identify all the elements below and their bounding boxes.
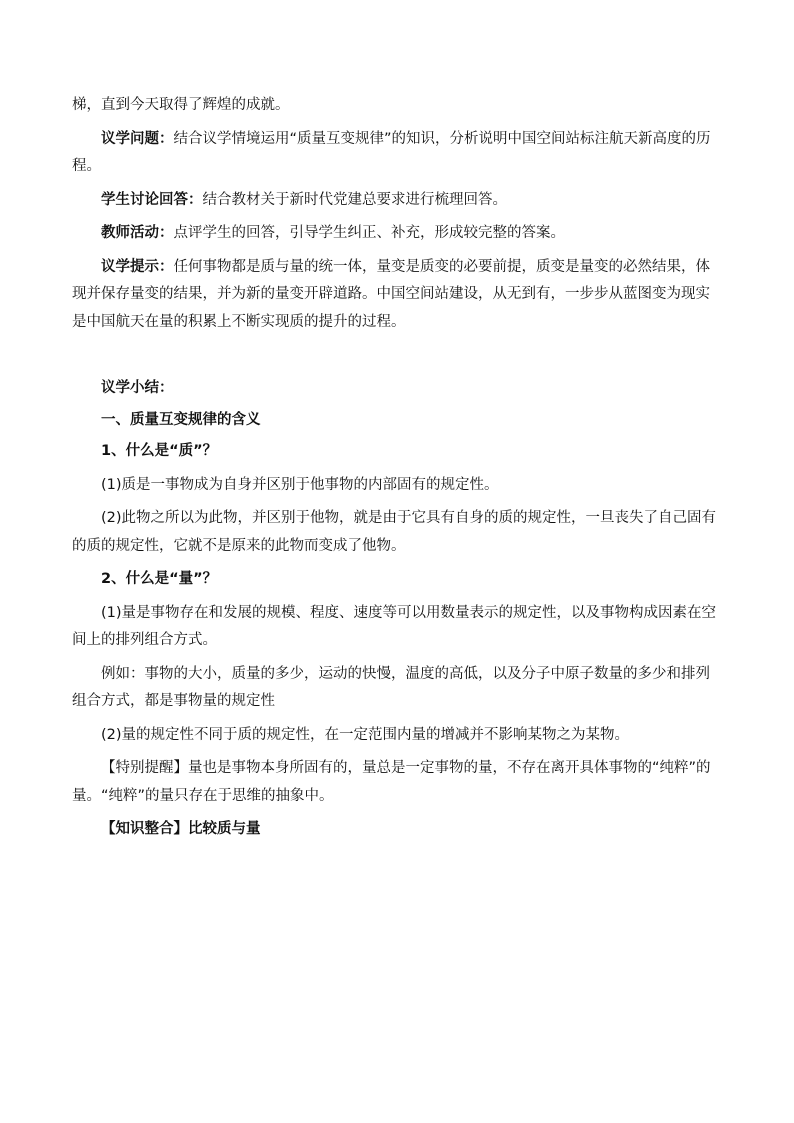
paragraph-continuation xyxy=(72,92,724,120)
quality-point-2: (2)此物之所以为此物，并区别于他物，就是由于它具有自身的质的规定性，一旦丧失了自己固有的质的规定性，它就不是原来的此物而变成了他物。 xyxy=(72,510,717,554)
paragraph-label: 学生讨论回答： xyxy=(101,191,203,208)
summary-heading-text: 议学小结： xyxy=(101,380,174,396)
quality-point-1: (1)质是一事物成为自身并区别于他事物的内部固有的规定性。 xyxy=(101,476,499,493)
paragraph-text: 任何事物都是质与量的统一体，量变是质变的必要前提，质变是量变的必然结果，体现并保存量变的结果，并为新的量变开辟道路。中国空间站建设，从无到有，一步步从蓝图变为现实是中国航天在量的积累上不断实现质的提升的过程。 xyxy=(72,258,710,330)
section-heading xyxy=(72,407,724,435)
paragraph-label: 议学提示： xyxy=(101,258,174,275)
document-body xyxy=(72,92,724,850)
paragraph-question xyxy=(72,126,724,181)
paragraph-text: 点评学生的回答，引导学生纠正、补充，形成较完整的答案。 xyxy=(173,225,565,241)
paragraph-text: 结合教材关于新时代党建总要求进行梳理回答。 xyxy=(202,191,507,208)
paragraph-text: 结合议学情境运用“质量互变规律”的知识，分析说明中国空间站标注航天新高度的历程。 xyxy=(72,130,711,174)
question-quality-text: 1、什么是“质”？ xyxy=(101,443,218,459)
quantity-point-2: (2)量的规定性不同于质的规定性，在一定范围内量的增减并不影响某物之为某物。 xyxy=(101,726,630,743)
special-reminder-text: 量也是事物本身所固有的，量总是一定事物的量，不存在离开具体事物的“纯粹”的量。“纯粹”的量只存在于思维的抽象中。 xyxy=(72,760,711,804)
special-reminder xyxy=(72,755,724,810)
summary-heading xyxy=(72,375,724,403)
paragraph-student-answer xyxy=(72,187,724,215)
section-heading-text: 一、质量互变规律的含义 xyxy=(101,411,261,428)
special-reminder-label: 【特别提醒】 xyxy=(101,760,188,776)
paragraph-label: 议学问题： xyxy=(101,130,174,147)
paragraph-teacher-activity xyxy=(72,220,724,248)
knowledge-integration-text: 比较质与量 xyxy=(188,821,261,837)
paragraph-hint xyxy=(72,254,724,337)
question-quantity-text: 2、什么是“量”？ xyxy=(101,571,218,587)
section-spacer xyxy=(72,342,724,375)
paragraph-text: 梯，直到今天取得了辉煌的成就。 xyxy=(72,97,290,113)
paragraph-label: 教师活动： xyxy=(101,225,174,241)
quantity-example: 例如：事物的大小，质量的多少，运动的快慢，温度的高低，以及分子中原子数量的多少和排列组合方式，都是事物量的规定性 xyxy=(72,665,710,709)
quantity-point-1: (1)量是事物存在和发展的规模、程度、速度等可以用数量表示的规定性，以及事物构成因素在空间上的排列组合方式。 xyxy=(72,604,717,648)
question-quality xyxy=(72,438,724,466)
question-quantity xyxy=(72,566,724,594)
knowledge-integration-label: 【知识整合】 xyxy=(101,821,188,837)
knowledge-integration xyxy=(72,816,724,844)
